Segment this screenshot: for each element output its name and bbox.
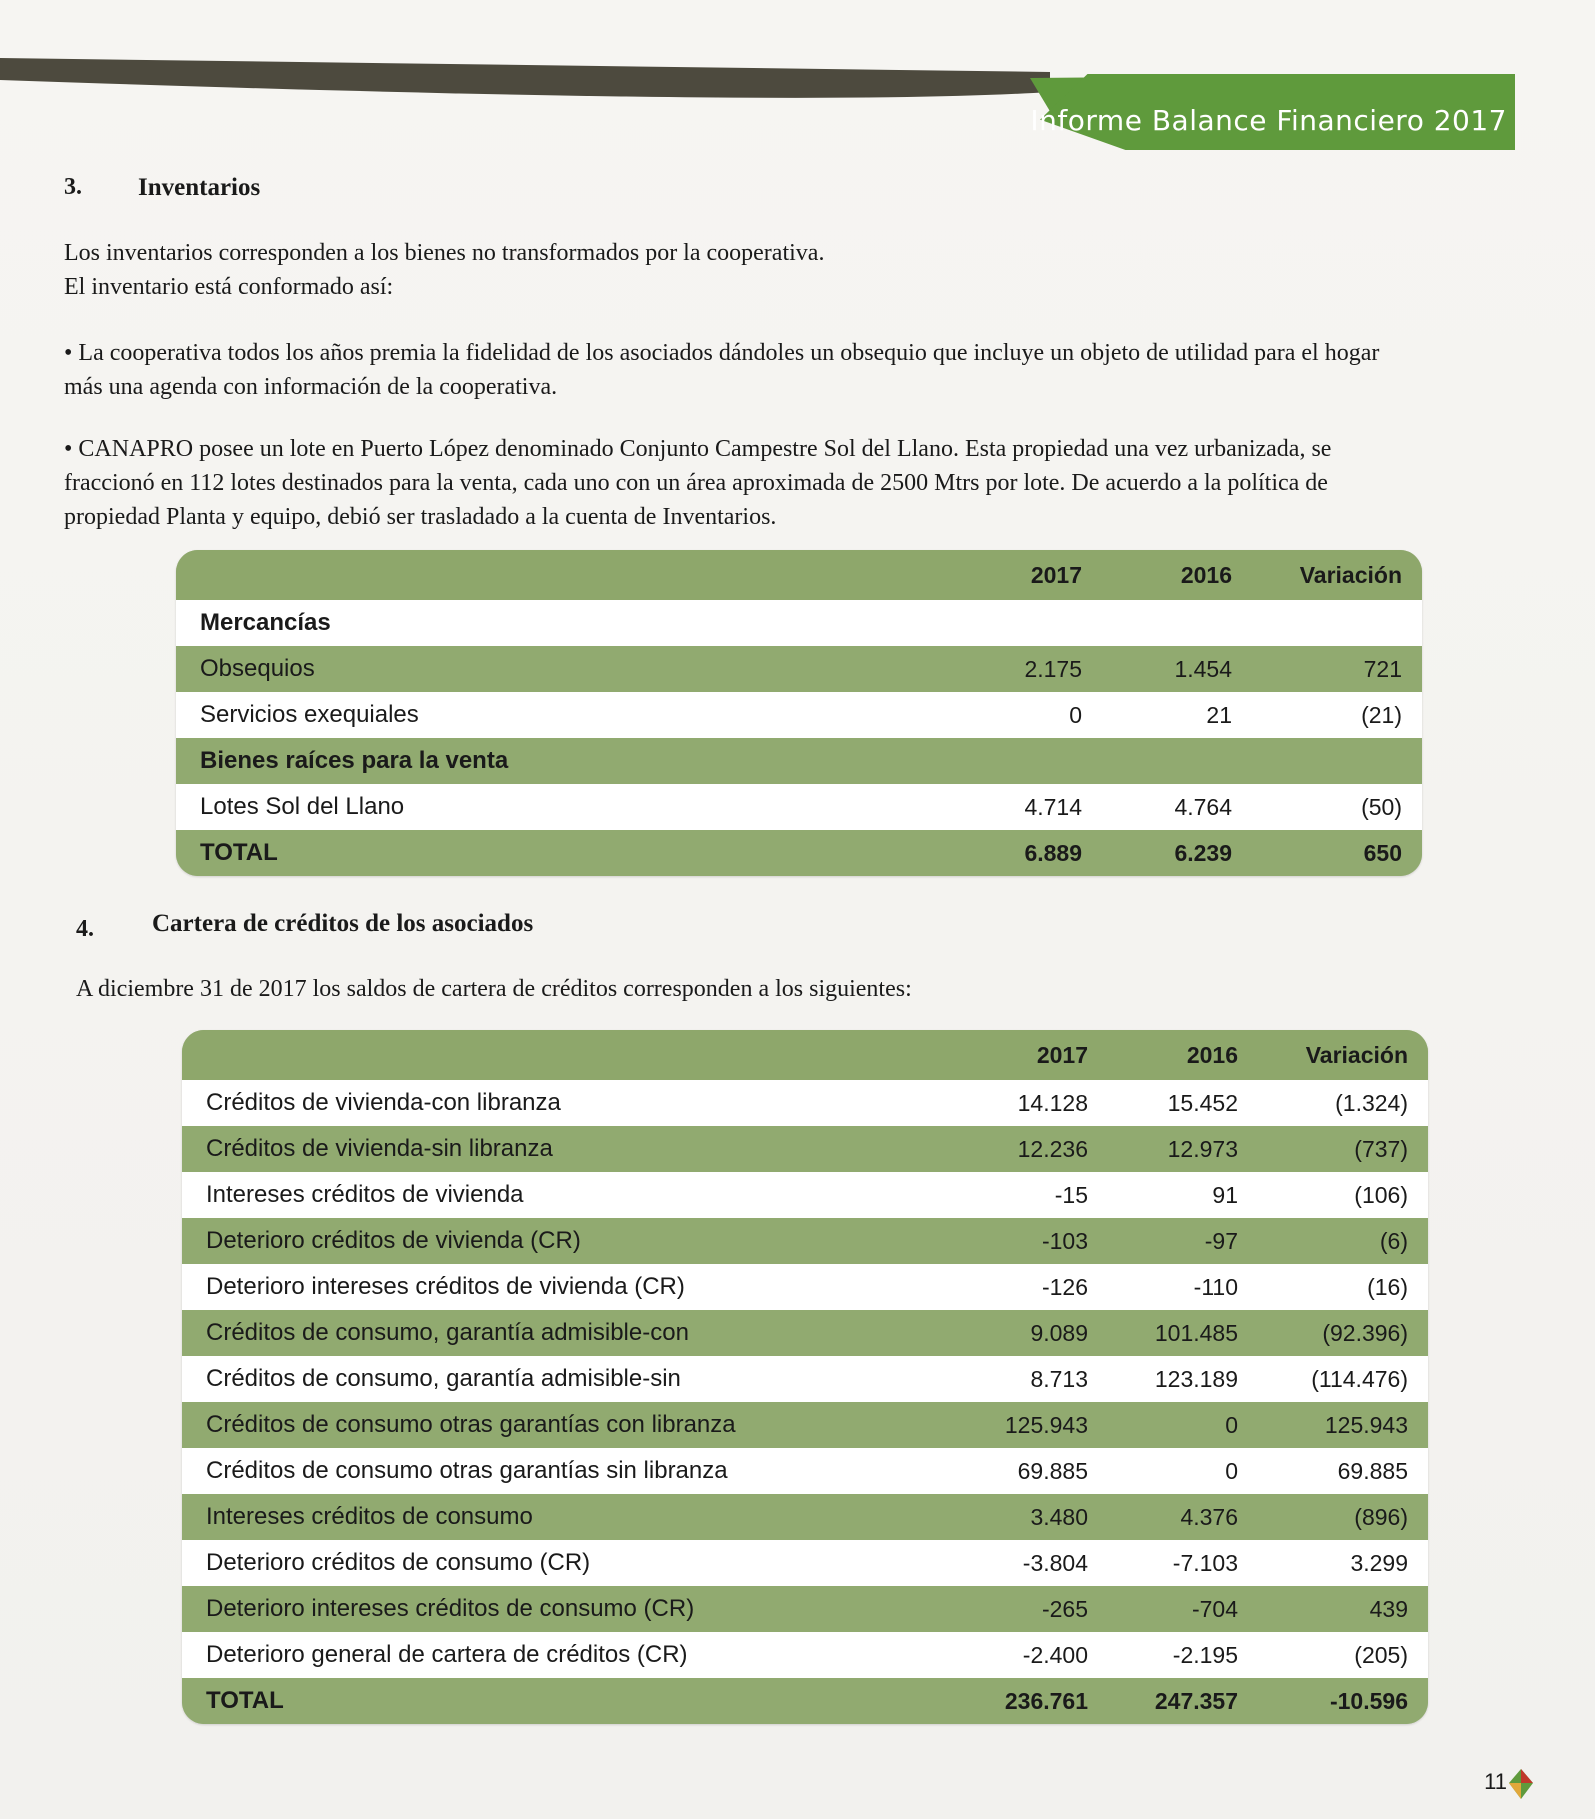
table-row	[176, 646, 1422, 692]
cell-var: 125.943	[1324, 1411, 1408, 1438]
cell-var: (205)	[1354, 1641, 1408, 1668]
table-row	[176, 784, 1422, 830]
cell-v2016: 1.454	[1174, 655, 1232, 682]
cell-v2016: 15.452	[1167, 1089, 1238, 1116]
table-row	[182, 1586, 1428, 1632]
row-label: Deterioro general de cartera de créditos (CR)	[206, 1641, 688, 1668]
row-label: Deterioro créditos de consumo (CR)	[206, 1549, 591, 1576]
row-label: Deterioro intereses créditos de vivienda (CR)	[206, 1273, 685, 1300]
cell-var: (106)	[1354, 1181, 1408, 1208]
row-label: TOTAL	[200, 839, 278, 866]
cell-v2017: 4.714	[1024, 793, 1082, 820]
cell-v2017: 8.713	[1030, 1365, 1088, 1392]
header-2017: 2017	[1036, 1041, 1088, 1068]
cell-v2017: 69.885	[1017, 1457, 1088, 1484]
cell-var: 439	[1369, 1595, 1408, 1622]
table-header-row	[176, 550, 1422, 600]
cell-v2016: 4.764	[1174, 793, 1232, 820]
table-header-row	[182, 1030, 1428, 1080]
cell-var: 3.299	[1350, 1549, 1408, 1576]
cell-var: (21)	[1361, 701, 1402, 728]
table-row	[176, 830, 1422, 876]
report-title-banner: Informe Balance Financiero 2017	[1030, 104, 1507, 137]
cell-v2016: -97	[1204, 1227, 1238, 1254]
cell-v2016: 4.376	[1180, 1503, 1238, 1530]
header-variacion: Variación	[1299, 561, 1402, 588]
table-row	[182, 1264, 1428, 1310]
cell-v2016: 0	[1225, 1411, 1238, 1438]
header-2016: 2016	[1180, 561, 1232, 588]
table-row	[182, 1126, 1428, 1172]
cell-var: (92.396)	[1322, 1319, 1408, 1346]
row-label: Créditos de consumo, garantía admisible-sin	[206, 1365, 681, 1392]
table-row	[182, 1678, 1428, 1724]
cell-var: (737)	[1354, 1135, 1408, 1162]
row-label: Obsequios	[200, 655, 315, 682]
table-row	[182, 1310, 1428, 1356]
cell-v2017: -3.804	[1022, 1549, 1088, 1576]
cell-v2017: 12.236	[1017, 1135, 1088, 1162]
row-label: Créditos de consumo, garantía admisible-con	[206, 1319, 689, 1346]
table-row	[182, 1448, 1428, 1494]
cell-v2016: 21	[1206, 701, 1232, 728]
table-row	[182, 1172, 1428, 1218]
cell-var: (896)	[1354, 1503, 1408, 1530]
row-label: Créditos de vivienda-con libranza	[206, 1089, 561, 1116]
page-number: 11	[1484, 1769, 1507, 1794]
header-variacion: Variación	[1305, 1041, 1408, 1068]
cell-v2017: -2.400	[1022, 1641, 1088, 1668]
header-2016: 2016	[1186, 1041, 1238, 1068]
row-label: Intereses créditos de vivienda	[206, 1181, 524, 1208]
cell-v2016: -2.195	[1172, 1641, 1238, 1668]
row-label: Servicios exequiales	[200, 701, 419, 728]
cell-var: 650	[1363, 839, 1402, 866]
table-row	[182, 1540, 1428, 1586]
row-label: TOTAL	[206, 1687, 284, 1714]
table-row	[176, 600, 1422, 646]
row-label: Deterioro intereses créditos de consumo (CR)	[206, 1595, 695, 1622]
cell-v2017: -126	[1041, 1273, 1088, 1300]
cell-var: (6)	[1379, 1227, 1408, 1254]
table-row	[182, 1356, 1428, 1402]
cell-var: 721	[1363, 655, 1402, 682]
cell-v2016: 247.357	[1154, 1687, 1238, 1714]
cell-v2016: 91	[1212, 1181, 1238, 1208]
row-label: Créditos de vivienda-sin libranza	[206, 1135, 553, 1162]
section-4-number: 4.	[76, 916, 94, 942]
table-row	[176, 692, 1422, 738]
cell-v2017: 0	[1069, 701, 1082, 728]
cell-v2017: 125.943	[1004, 1411, 1088, 1438]
row-label: Mercancías	[200, 609, 331, 636]
section-3-bullet-gifts: • La cooperativa todos los años premia la fidelidad de los asociados dándoles un obsequio que incluye un objeto de utilidad para el hogar más una agenda con información de la cooperativa.	[64, 340, 1380, 400]
cell-v2017: 6.889	[1024, 839, 1082, 866]
section-3-bullet-land: • CANAPRO posee un lote en Puerto López denominado Conjunto Campestre Sol del Llano. Esta propiedad una vez urbanizada, se fraccionó en 112 lotes destinados para la venta, cada uno con un área aproximada de 2500 Mtrs por lote. De acuerdo a la política de propiedad Planta y equipo, debió ser trasladado a la cuenta de Inventarios.	[64, 436, 1332, 530]
row-label: Lotes Sol del Llano	[200, 793, 405, 820]
table-row	[176, 738, 1422, 784]
cell-var: (114.476)	[1311, 1365, 1408, 1392]
row-label: Bienes raíces para la venta	[200, 747, 509, 774]
cell-v2017: -265	[1041, 1595, 1088, 1622]
cell-v2016: 12.973	[1167, 1135, 1238, 1162]
table-row	[182, 1402, 1428, 1448]
row-label: Créditos de consumo otras garantías sin libranza	[206, 1457, 728, 1484]
cell-var: (16)	[1367, 1273, 1408, 1300]
table-row	[182, 1080, 1428, 1126]
row-label: Deterioro créditos de vivienda (CR)	[206, 1227, 581, 1254]
row-label: Intereses créditos de consumo	[206, 1503, 533, 1530]
row-label: Créditos de consumo otras garantías con libranza	[206, 1411, 736, 1438]
cell-v2016: -110	[1193, 1273, 1238, 1300]
cell-v2017: 3.480	[1030, 1503, 1088, 1530]
table-row	[182, 1632, 1428, 1678]
cell-v2017: 2.175	[1024, 655, 1082, 682]
cell-v2016: 123.189	[1154, 1365, 1238, 1392]
section-4-intro: A diciembre 31 de 2017 los saldos de cartera de créditos corresponden a los siguientes:	[76, 976, 912, 1002]
section-3-number: 3.	[64, 174, 82, 200]
inventory-table	[176, 550, 1422, 876]
cell-v2017: -15	[1054, 1181, 1088, 1208]
cell-var: -10.596	[1329, 1687, 1408, 1714]
table-row	[182, 1494, 1428, 1540]
cell-v2016: -704	[1191, 1595, 1238, 1622]
header-2017: 2017	[1030, 561, 1082, 588]
cell-v2016: 6.239	[1174, 839, 1232, 866]
cooperative-logo-icon	[1507, 1767, 1535, 1801]
cell-v2016: 101.485	[1154, 1319, 1238, 1346]
section-3-intro: Los inventarios corresponden a los bienes no transformados por la cooperativa. El inventario está conformado así:	[64, 240, 825, 300]
table-row	[182, 1218, 1428, 1264]
cell-var: (50)	[1361, 793, 1402, 820]
cell-v2017: 236.761	[1004, 1687, 1088, 1714]
cell-v2017: 14.128	[1017, 1089, 1088, 1116]
cell-v2017: -103	[1041, 1227, 1088, 1254]
cell-v2017: 9.089	[1030, 1319, 1088, 1346]
cell-var: 69.885	[1337, 1457, 1408, 1484]
cell-var: (1.324)	[1335, 1089, 1408, 1116]
credit-portfolio-table	[182, 1030, 1428, 1724]
section-3-title: Inventarios	[138, 174, 261, 201]
cell-v2016: -7.103	[1172, 1549, 1238, 1576]
section-4-title: Cartera de créditos de los asociados	[152, 910, 534, 937]
cell-v2016: 0	[1225, 1457, 1238, 1484]
